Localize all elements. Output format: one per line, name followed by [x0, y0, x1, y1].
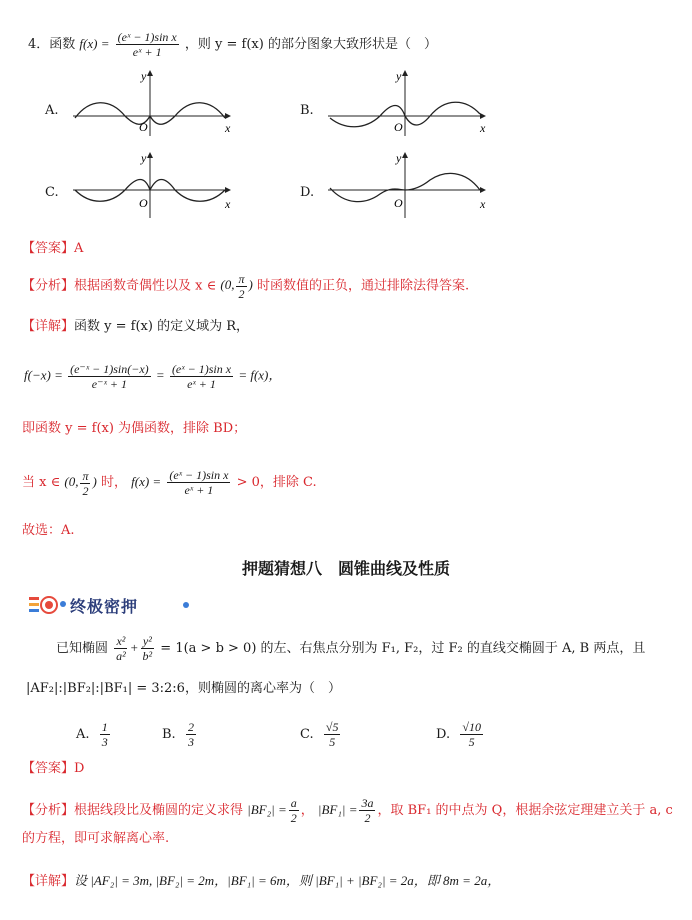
plus-sign: +	[129, 640, 139, 655]
origin-label: O	[139, 120, 148, 134]
graph-d	[320, 150, 490, 220]
interval	[220, 272, 253, 301]
y-axis-label: y	[396, 69, 402, 83]
analysis-text: 根据线段比及椭圆的定义求得	[74, 803, 244, 818]
choice-fraction	[324, 720, 341, 749]
fraction-numerator: (eˣ − 1)sin x	[117, 30, 177, 44]
question-condition: = 1(a > b > 0) 的左、右焦点分别为 F₁, F₂，过 F₂ 的直线交椭圆于 A, B 两点，且	[160, 641, 646, 656]
fraction-numerator: π	[82, 468, 89, 483]
pi-half-fraction	[80, 469, 90, 498]
choice-b[interactable]	[162, 720, 198, 749]
fraction-denominator: a²	[116, 649, 126, 663]
choice-fraction	[186, 720, 196, 749]
fraction-denominator: eˣ + 1	[187, 377, 216, 391]
eq-fraction-2	[170, 362, 233, 391]
choice-fraction	[100, 720, 110, 749]
dot-icon	[183, 602, 189, 608]
question-tail: ，则 y = f(x) 的部分图象大致形状是（ ）	[184, 37, 437, 52]
even-function-line: 即函数 y = f(x) 为偶函数，排除 BD；	[22, 421, 247, 436]
fraction-numerator: y²	[142, 634, 152, 648]
y-fraction	[141, 634, 155, 663]
banner	[28, 592, 178, 618]
detail-1	[22, 318, 249, 336]
analysis-tag: 【分析】	[22, 278, 75, 294]
analysis-2	[22, 796, 673, 825]
section-title: 押题猜想八 圆锥曲线及性质	[241, 559, 450, 578]
fraction-numerator: x²	[116, 634, 126, 648]
analysis-1	[22, 272, 469, 301]
eq-sign: =	[155, 367, 165, 383]
analysis-text: 根据函数奇偶性以及 x ∈	[74, 278, 217, 294]
graph-c	[65, 150, 235, 220]
eq-fraction-1	[68, 362, 151, 391]
question-4	[28, 30, 437, 59]
choices-row	[76, 712, 636, 752]
fraction-denominator: eˣ + 1	[184, 483, 214, 497]
detail-2	[22, 872, 500, 891]
interval-left: (0,	[220, 277, 235, 293]
fraction-denominator: 3	[101, 735, 108, 749]
x-fraction	[114, 634, 128, 663]
function-fraction	[116, 30, 179, 59]
fraction-denominator: 2	[364, 811, 371, 825]
fraction-numerator: (eˣ − 1)sin x	[169, 468, 229, 482]
fraction-denominator: e⁻ˣ + 1	[91, 377, 127, 391]
ellipse-question	[56, 634, 645, 663]
when-fx: f(x) =	[131, 474, 162, 489]
equation-odd-even	[24, 362, 281, 391]
analysis-2-tail: 的方程，即可求解离心率.	[22, 831, 170, 846]
dot-icon	[60, 601, 66, 607]
choice-d[interactable]	[436, 720, 485, 749]
function-lhs: f(x) =	[79, 36, 110, 51]
analysis-text-2: ，取 BF₁ 的中点为 Q，根据余弦定理建立关于 a, c	[377, 803, 673, 818]
graph-a	[65, 68, 235, 138]
fraction-denominator: b²	[142, 649, 153, 663]
fraction-numerator: 3a	[361, 796, 374, 810]
x-axis-label: x	[480, 121, 486, 135]
detail-text: 设 |AF₂| = 3m, |BF₂| = 2m，|BF₁| = 6m，则 |BF₁| + |BF₂| = 2a，即 8m = 2a，	[74, 873, 501, 888]
bf2-fraction	[289, 796, 299, 825]
fraction-numerator: 1	[101, 720, 108, 734]
analysis-text-tail: 时函数值的正负，通过排除法得答案.	[256, 278, 470, 294]
eq-rhs: = f(x)，	[238, 367, 282, 383]
banner-text: 终极密押	[70, 597, 139, 616]
fraction-denominator: 2	[290, 811, 297, 825]
origin-label: O	[394, 120, 403, 134]
interval-left: (0,	[64, 474, 79, 489]
bf1-expr: |BF₁| =	[317, 802, 358, 817]
answer-2: 【答案】D	[22, 761, 85, 776]
bf2-expr: |BF₂| =	[247, 802, 287, 817]
pi-half-fraction	[236, 272, 246, 301]
fraction-numerator: (eˣ − 1)sin x	[171, 362, 232, 376]
conclusion-1: 故选：A.	[22, 523, 75, 538]
fraction-numerator: √5	[325, 720, 339, 734]
question-number: 4．函数	[28, 37, 76, 52]
ratio-line: |AF₂|:|BF₂|:|BF₁| = 3:2:6，则椭圆的离心率为（ ）	[26, 681, 341, 696]
option-letter: C.	[45, 185, 59, 200]
when-fraction	[167, 468, 230, 497]
fraction-numerator: (e⁻ˣ − 1)sin(−x)	[70, 362, 149, 376]
choice-letter: B.	[162, 727, 176, 742]
interval-right: )	[248, 277, 253, 293]
option-letter: A.	[45, 103, 59, 118]
fraction-numerator: a	[290, 796, 297, 810]
fraction-denominator: eˣ + 1	[132, 45, 162, 59]
fraction-denominator: 2	[238, 287, 245, 301]
fraction-numerator: √10	[462, 720, 481, 734]
origin-label: O	[394, 196, 403, 210]
choice-letter: D.	[436, 727, 451, 742]
fraction-numerator: 2	[187, 720, 194, 734]
fraction-denominator: 5	[329, 735, 336, 749]
x-axis-label: x	[225, 121, 231, 135]
target-icon	[28, 594, 58, 616]
choice-letter: C.	[300, 727, 314, 742]
choice-letter: A.	[76, 727, 90, 742]
interval-right: )	[92, 474, 97, 489]
x-axis-label: x	[225, 197, 231, 211]
graph-b	[320, 68, 490, 138]
when-line	[22, 468, 317, 498]
fraction-denominator: 5	[468, 735, 475, 749]
when-text-2: 时，	[100, 475, 127, 490]
question-intro: 已知椭圆	[56, 641, 109, 656]
analysis-tag: 【分析】	[22, 803, 75, 818]
eq-lhs: f(−x) =	[24, 367, 63, 383]
option-letter: D.	[300, 185, 315, 200]
detail-tag: 【详解】	[22, 319, 75, 334]
choice-fraction	[460, 720, 483, 749]
option-letter: B.	[300, 103, 314, 118]
fraction-denominator: 2	[82, 483, 89, 498]
when-text-3: > 0，排除 C.	[236, 475, 317, 490]
when-text: 当 x ∈	[22, 475, 61, 490]
detail-text: 函数 y = f(x) 的定义域为 R，	[74, 319, 249, 334]
detail-tag: 【详解】	[22, 874, 75, 889]
interval	[64, 468, 97, 498]
choice-c[interactable]	[300, 720, 342, 749]
fraction-denominator: 3	[187, 735, 194, 749]
y-axis-label: y	[141, 151, 147, 165]
bf1-fraction	[359, 796, 375, 825]
choice-a[interactable]	[76, 720, 112, 749]
x-axis-label: x	[480, 197, 486, 211]
origin-label: O	[139, 196, 148, 210]
comma: ，	[300, 803, 314, 818]
answer-1: 【答案】A	[22, 241, 84, 256]
fraction-numerator: π	[238, 272, 245, 286]
y-axis-label: y	[396, 151, 402, 165]
y-axis-label: y	[141, 69, 147, 83]
